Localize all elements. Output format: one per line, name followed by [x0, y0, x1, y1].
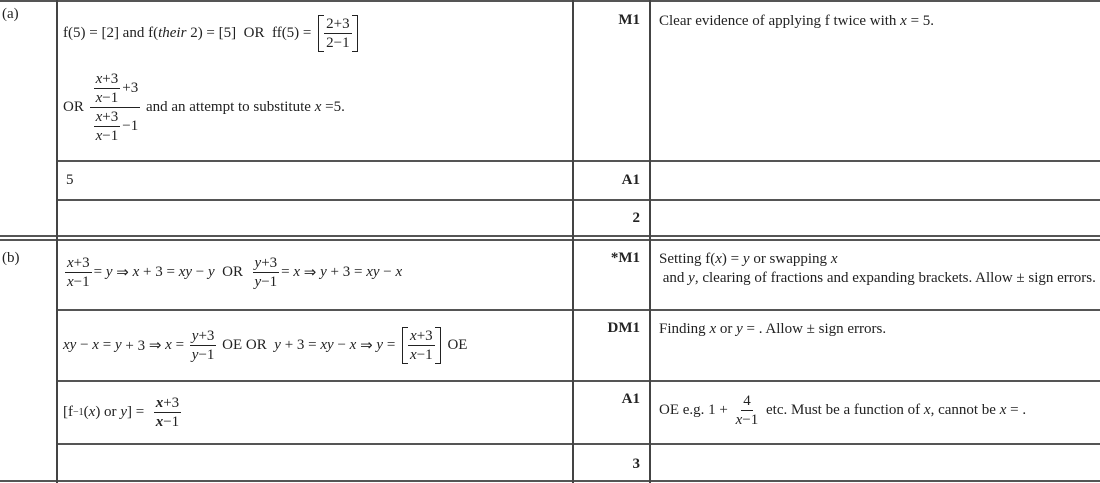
mark-m1: M1 [618, 12, 640, 28]
math-text: + 3 = [326, 263, 367, 280]
math-variable-bold: x [155, 413, 164, 430]
comment-a1 [659, 392, 1094, 429]
math-text: ⇒ [356, 337, 377, 354]
math-variable: x [410, 327, 417, 344]
part-a-answer: 5 [66, 172, 74, 188]
math-variable: y [105, 263, 113, 280]
math-variable: xy [178, 263, 193, 280]
math-text: −1 [73, 273, 90, 290]
math-text: = [383, 336, 400, 353]
column-divider [56, 0, 58, 483]
fraction-numerator [741, 392, 753, 411]
math-variable: y [736, 321, 743, 337]
math-variable: y [191, 346, 199, 363]
math-variable-bold: x [155, 394, 164, 411]
math-text: Setting f( [659, 251, 716, 267]
fraction-denominator [154, 413, 181, 431]
math-text: = 5. [906, 13, 935, 29]
math-variable: x [314, 98, 322, 115]
math-text: −1 [198, 346, 215, 363]
math-variable: x [67, 254, 74, 271]
fraction-denominator [408, 346, 435, 364]
fraction-numerator [190, 327, 217, 346]
math-variable: x [67, 273, 74, 290]
math-variable: x [95, 70, 103, 87]
math-variable: y [688, 270, 695, 286]
column-divider [649, 0, 651, 483]
square-brackets [318, 15, 357, 52]
math-variable: x [395, 263, 403, 280]
total-marks: 2 [632, 210, 640, 226]
math-variable: x [349, 336, 357, 353]
math-variable: x [900, 13, 907, 29]
math-text: +3 [102, 70, 119, 87]
math-text: OE [443, 336, 468, 353]
math-text: , clearing of fractions and expanding brackets. Allow ± sign errors. [694, 270, 1096, 286]
math-text: = . Allow ± sign errors. [742, 321, 887, 337]
row-divider [57, 380, 1100, 382]
comment-dm1 [659, 320, 1094, 339]
math-text: −1 [102, 127, 119, 144]
math-variable: xy [320, 336, 334, 353]
math-text: +3 [122, 80, 139, 96]
math-text: or swapping [749, 251, 831, 267]
fraction [190, 327, 217, 364]
math-text: [f [63, 403, 73, 420]
math-variable: x [709, 321, 717, 337]
part-a-working-line1 [63, 10, 361, 56]
part-b-working-line3 [63, 392, 183, 432]
fraction [94, 108, 121, 145]
math-text: 2) = [5] OR ff(5) = [186, 24, 316, 41]
section-divider [0, 239, 1100, 241]
fraction-denominator [65, 273, 92, 291]
fraction [734, 392, 761, 429]
part-a-working-line2 [63, 64, 345, 150]
math-text: and an attempt to substitute [142, 98, 315, 115]
fraction-numerator [90, 70, 141, 108]
superscript: −1 [73, 406, 84, 418]
math-variable: y [114, 336, 122, 353]
math-variable: x [95, 127, 103, 144]
math-variable: x [92, 336, 99, 353]
fraction-denominator [94, 89, 121, 107]
math-text: etc. Must be a function of [762, 402, 924, 418]
comment-star-m1 [659, 250, 1094, 288]
math-variable: x [410, 346, 417, 363]
math-variable: xy [63, 336, 77, 353]
mark-dm1: DM1 [607, 320, 640, 336]
math-text: − [192, 263, 208, 280]
fraction-denominator [94, 127, 121, 145]
fraction-numerator [94, 70, 121, 89]
math-text: +3 [198, 327, 215, 344]
math-text: 2+3 [326, 15, 350, 32]
math-variable: y [742, 251, 750, 267]
math-text: +3 [73, 254, 90, 271]
math-variable: y [376, 336, 384, 353]
fraction [408, 327, 435, 364]
math-text: ] = [126, 403, 152, 420]
section-divider [0, 235, 1100, 237]
math-text: ) = [721, 251, 743, 267]
math-text: , cannot be [930, 402, 1000, 418]
fraction-denominator [90, 108, 141, 145]
part-b-label: (b) [2, 250, 20, 266]
mark-a1: A1 [621, 391, 640, 407]
math-text: ) or [95, 403, 121, 420]
math-variable: y [274, 336, 281, 353]
row-divider [57, 160, 1100, 162]
math-variable: y [191, 327, 199, 344]
math-text: + 3 = [139, 263, 179, 280]
fraction-numerator [253, 254, 280, 273]
math-variable: x [88, 403, 96, 420]
math-text: Clear evidence of applying f twice with [659, 13, 901, 29]
math-variable: y [254, 273, 262, 290]
math-variable: x [735, 412, 743, 428]
math-text: +3 [416, 327, 433, 344]
math-text: OE OR [218, 336, 275, 353]
math-text: −1 [416, 346, 433, 363]
math-text: +3 [163, 394, 180, 411]
fraction-numerator [94, 108, 121, 127]
math-variable: y [120, 403, 127, 420]
row-divider [57, 443, 1100, 445]
fraction [154, 394, 181, 431]
math-text: = [171, 336, 188, 353]
math-variable: y [320, 263, 327, 280]
mark-a1: A1 [621, 172, 640, 188]
fraction [94, 70, 121, 107]
math-text: +3 [261, 254, 278, 271]
fraction [324, 15, 351, 52]
math-text: ⇒ [112, 264, 133, 281]
math-variable: x [830, 251, 838, 267]
column-divider [572, 0, 574, 483]
fraction [65, 254, 92, 291]
math-variable: x [715, 251, 722, 267]
square-brackets [402, 327, 441, 364]
math-text: = [281, 263, 294, 280]
fraction-denominator [253, 273, 280, 291]
math-text: Finding [659, 321, 710, 337]
fraction-numerator [408, 327, 435, 346]
math-variable: x [999, 402, 1007, 418]
math-text: −1 [261, 273, 278, 290]
fraction [253, 254, 280, 291]
math-text: =5. [321, 98, 345, 115]
math-variable: x [293, 263, 301, 280]
math-text: f(5) = [2] and f( [63, 24, 159, 41]
math-variable: xy [366, 263, 380, 280]
comment-m1 [659, 12, 1094, 31]
math-variable: x [132, 263, 140, 280]
fraction-numerator [65, 254, 92, 273]
fraction [90, 70, 141, 145]
math-text: −1 [163, 413, 180, 430]
math-text: −1 [102, 89, 119, 106]
math-text: +3 [102, 108, 119, 125]
part-a-label: (a) [2, 6, 19, 22]
fraction-denominator [734, 411, 761, 429]
math-text: −1 [122, 118, 139, 134]
math-variable: x [95, 89, 103, 106]
table-border-bottom [0, 480, 1100, 482]
math-text: −1 [742, 412, 759, 428]
math-variable: their [158, 24, 187, 41]
part-b-working-line2 [63, 322, 467, 368]
fraction-numerator [154, 394, 181, 413]
math-text: ( [83, 403, 89, 420]
math-text: OE e.g. 1 + [659, 402, 732, 418]
row-divider [57, 309, 1100, 311]
math-variable: x [165, 336, 172, 353]
mark-star-m1: *M1 [610, 250, 640, 266]
math-text: + 3 ⇒ [121, 337, 166, 354]
math-text: = [98, 336, 115, 353]
math-text: ⇒ [300, 264, 321, 281]
math-text: OR [63, 98, 88, 115]
math-variable: y [208, 263, 215, 280]
table-border-top [0, 0, 1100, 2]
total-marks: 3 [632, 456, 640, 472]
fraction-denominator [324, 34, 351, 52]
math-text: 4 [743, 393, 751, 409]
fraction-denominator [190, 346, 217, 364]
math-variable: y [254, 254, 262, 271]
math-text: OR [214, 263, 251, 280]
math-text: − [76, 336, 93, 353]
math-text: or [716, 321, 737, 337]
part-b-working-line1 [63, 252, 402, 292]
fraction-numerator [324, 15, 351, 34]
math-text: = . [1006, 402, 1027, 418]
math-text: + 3 = [280, 336, 321, 353]
math-variable: x [923, 402, 931, 418]
math-text: − [379, 263, 396, 280]
row-divider [57, 199, 1100, 201]
math-text: = [93, 263, 106, 280]
math-text: and [659, 270, 689, 286]
math-variable: x [95, 108, 103, 125]
math-text: 2−1 [326, 34, 350, 51]
math-text: − [333, 336, 350, 353]
